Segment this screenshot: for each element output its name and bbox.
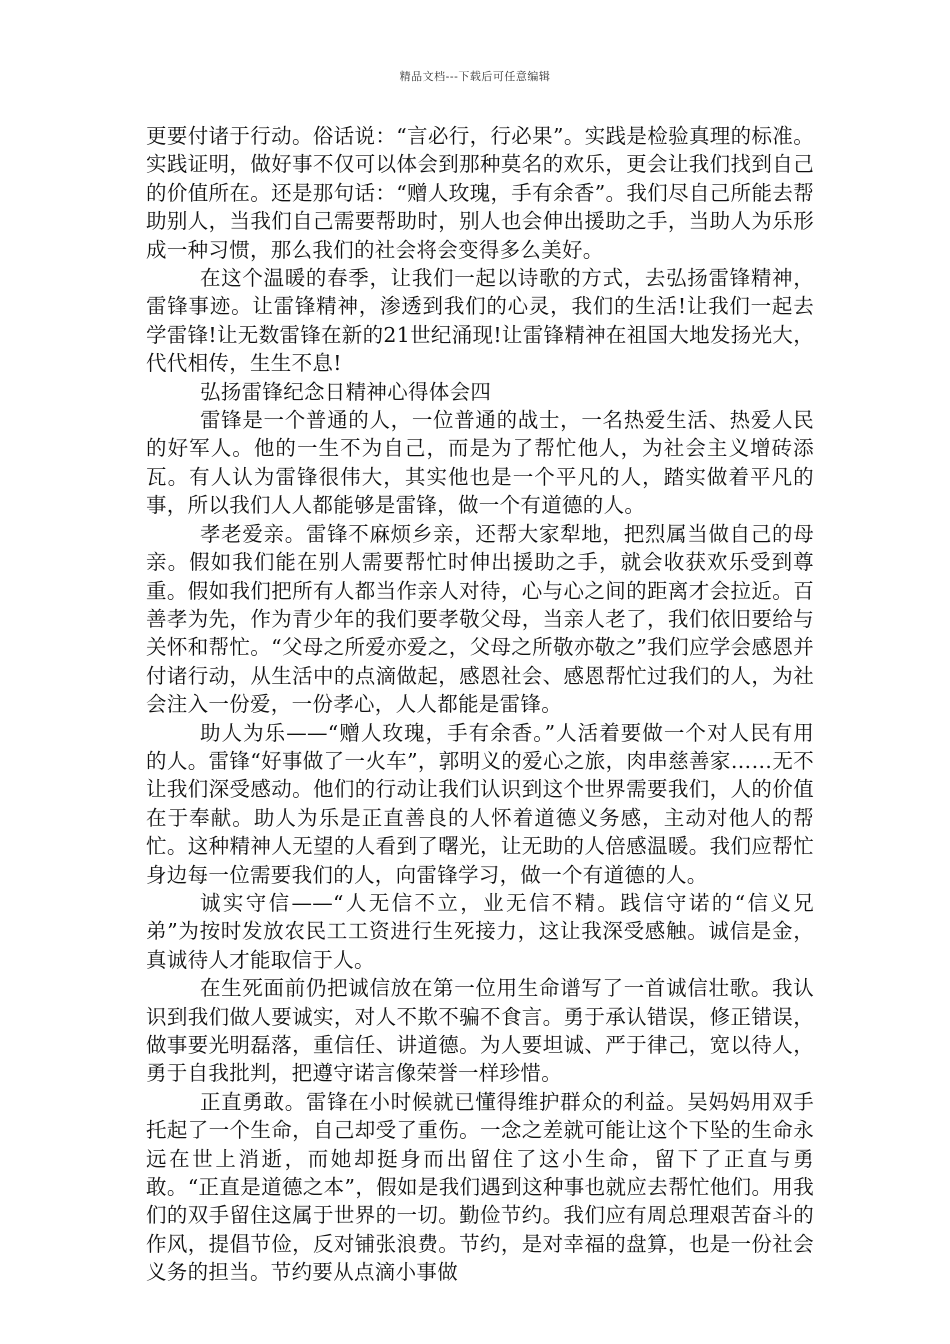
paragraph-6: 诚实守信——“人无信不立，业无信不精。践信守诺的“信义兄弟”为按时发放农民工工资进行生死接力，这让我深受感触。诚信是金，真诚待人才能取信于人。 (146, 890, 814, 972)
paragraph-2: 在这个温暖的春季，让我们一起以诗歌的方式，去弘扬雷锋精神，雷锋事迹。让雷锋精神，渗透到我们的心灵，我们的生活!让我们一起去学雷锋!让无数雷锋在新的21世纪涌现!让雷锋精神在祖国大地发扬光大，代代相传，生生不息! (146, 266, 814, 376)
paragraph-5: 助人为乐——“赠人玫瑰，手有余香。”人活着要做一个对人民有用的人。雷锋“好事做了一火车”，郭明义的爱心之旅，肉串慈善家……无不让我们深受感动。他们的行动让我们认识到这个世界需要我们，人的价值在于奉献。助人为乐是正直善良的人怀着道德义务感，主动对他人的帮忙。这种精神人无望的人看到了曙光，让无助的人倍感温暖。我们应帮忙身边每一位需要我们的人，向雷锋学习，做一个有道德的人。 (146, 720, 814, 887)
section-heading: 弘扬雷锋纪念日精神心得体会四 (200, 379, 492, 404)
paragraph-7: 在生死面前仍把诚信放在第一位用生命谱写了一首诚信壮歌。我认识到我们做人要诚实，对人不欺不骗不食言。勇于承认错误，修正错误，做事要光明磊落，重信任、讲道德。为人要坦诚、严于律己，宽以待人，勇于自我批判，把遵守诺言像荣誉一样珍惜。 (146, 976, 814, 1086)
paragraph-1: 更要付诸于行动。俗话说：“言必行，行必果”。实践是检验真理的标准。实践证明，做好事不仅可以体会到那种莫名的欢乐，更会让我们找到自己的价值所在。还是那句话：“赠人玫瑰，手有余香”。我们尽自己所能去帮助别人，当我们自己需要帮助时，别人也会伸出援助之手，当助人为乐形成一种习惯，那么我们的社会将会变得多么美好。 (146, 124, 814, 262)
paragraph-4: 孝老爱亲。雷锋不麻烦乡亲，还帮大家犁地，把烈属当做自己的母亲。假如我们能在别人需要帮忙时伸出援助之手，就会收获欢乐受到尊重。假如我们把所有人都当作亲人对待，心与心之间的距离才会拉近。百善孝为先，作为青少年的我们要孝敬父母，当亲人老了，我们依旧要给与关怀和帮忙。“父母之所爱亦爱之，父母之所敬亦敬之”我们应学会感恩并付诸行动，从生活中的点滴做起，感恩社会、感恩帮忙过我们的人，为社会注入一份爱，一份孝心，人人都能是雷锋。 (146, 521, 814, 717)
paragraph-3: 雷锋是一个普通的人，一位普通的战士，一名热爱生活、热爱人民的好军人。他的一生不为自己，而是为了帮忙他人，为社会主义增砖添瓦。有人认为雷锋很伟大，其实他也是一个平凡的人，踏实做着平凡的事，所以我们人人都能够是雷锋，做一个有道德的人。 (146, 408, 814, 518)
document-body (146, 122, 814, 1287)
page-header: 精品文档---下载后可任意编辑 (399, 70, 551, 83)
paragraph-8: 正直勇敢。雷锋在小时候就已懂得维护群众的利益。吴妈妈用双手托起了一个生命，自己却受了重伤。一念之差就可能让这个下坠的生命永远在世上消逝，而她却挺身而出留住了这小生命，留下了正直与勇敢。“正直是道德之本”，假如是我们遇到这种事也就应去帮忙他们。用我们的双手留住这属于世界的一切。勤俭节约。我们应有周总理艰苦奋斗的作风，提倡节俭，反对铺张浪费。节约，是对幸福的盘算，也是一份社会义务的担当。节约要从点滴小事做 (146, 1089, 814, 1285)
